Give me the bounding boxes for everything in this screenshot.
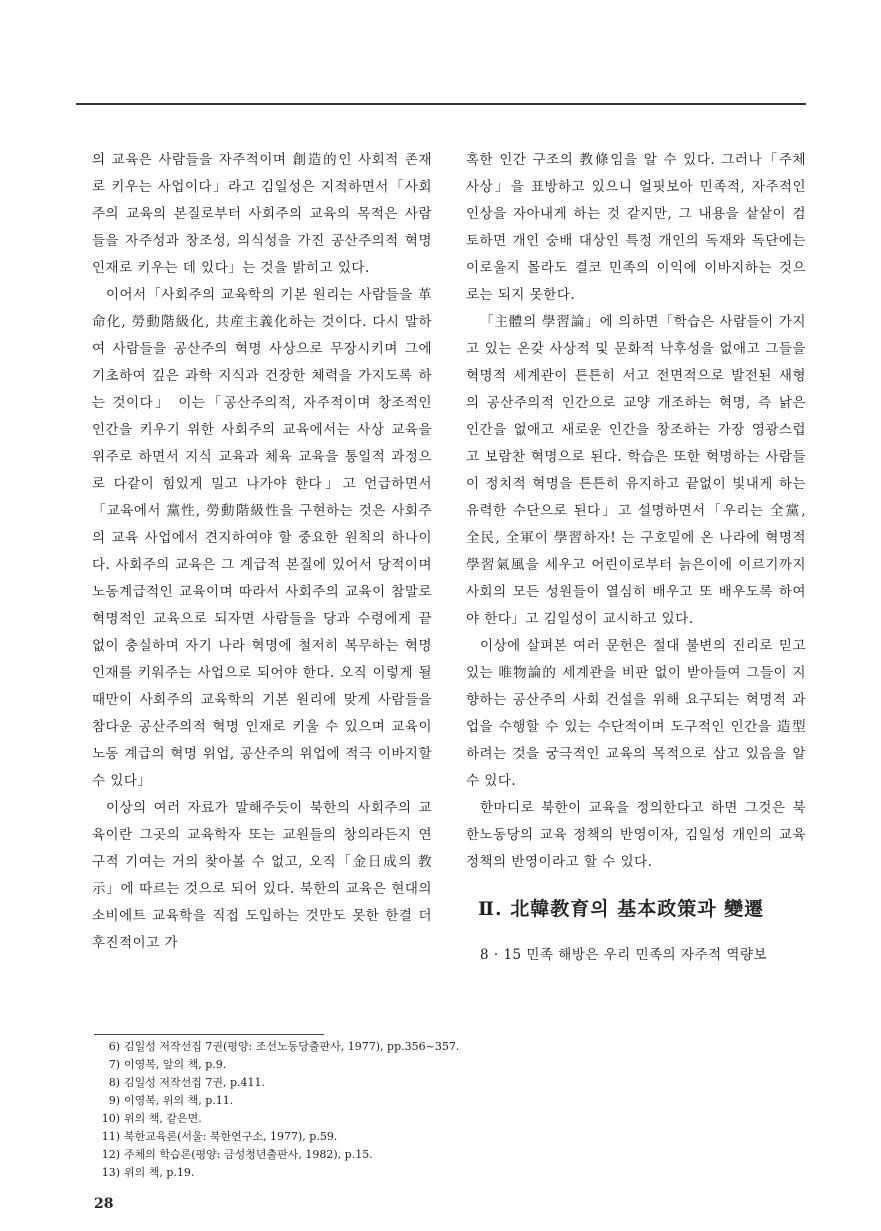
footnote <box>94 1074 814 1092</box>
footnote <box>94 1092 814 1110</box>
footnote-number: 11) <box>101 1130 120 1143</box>
paragraph: 혹한 인간 구조의 教條임을 알 수 있다. 그러나「주체 사상」을 표방하고 있으니 얼핏보아 민족적, 자주적인 인상을 자아내게 하는 것 같지만, 그 내용을 샅샅이 검토하면 개인 숭배 대상인 특정 개인의 독재와 독단에는 이로울지 몰라도 결코 민족의 이익에 이바지하는 것으로는 되지 못한다. <box>466 152 806 303</box>
footnote-text: 위의 책, 같은면. <box>124 1112 202 1125</box>
footnote-number: 6) <box>108 1040 120 1053</box>
right-column <box>466 147 806 969</box>
footnote <box>94 1038 814 1056</box>
footnote-text: 북한교육론(서울: 북한연구소, 1977), p.59. <box>124 1130 338 1143</box>
footnote-number: 10) <box>101 1112 120 1125</box>
footnote-number: 12) <box>101 1148 120 1161</box>
footnote <box>94 1164 814 1182</box>
page-number: 28 <box>94 1196 114 1212</box>
paragraph: 이상의 여러 자료가 말해주듯이 북한의 사회주의 교육이란 그곳의 교육학자 또는 교원들의 창의라든지 연구적 기여는 거의 찾아볼 수 없고, 오직「金日成의 教示」에 따르는 것으로 되어 있다. 북한의 교육은 현대의 소비에트 교육학을 직접 도입하는 것만도 못한 한결 더 후진적이고 가 <box>92 800 432 951</box>
footnote <box>94 1128 814 1146</box>
paragraph: 의 교육은 사람들을 자주적이며 創造的인 사회적 존재로 키우는 사업이다」라고 김일성은 지적하면서「사회주의 교육의 본질로부터 사회주의 교육의 목적은 사람들을 자주성과 창조성, 의식성을 가진 공산주의적 혁명 인재로 키우는 데 있다」는 것을 밝히고 있다. <box>92 152 432 276</box>
footnote-text: 이영복, 앞의 책, p.9. <box>124 1058 227 1071</box>
footnote-number: 7) <box>108 1058 120 1071</box>
footnote-text: 이영복, 위의 책, p.11. <box>124 1094 234 1107</box>
left-column <box>92 147 432 957</box>
footnote <box>94 1146 814 1164</box>
footnote-text: 주체의 학습론(평양: 금성청년출판사, 1982), p.15. <box>124 1148 373 1161</box>
paragraph: 「主體의 學習論」에 의하면「학습은 사람들이 가지고 있는 온갖 사상적 및 문화적 낙후성을 없애고 그들을 혁명적 세계관이 튼튼히 서고 전면적으로 발전된 새형의 공산주의적 인간으로 교양 개조하는 혁명, 즉 낡은 인간을 없애고 새로운 인간을 창조하는 가장 영광스럽고 보람찬 혁명으로 된다. 학습은 또한 혁명하는 사람들이 정치적 혁명을 튼튼히 유지하고 끝없이 빛내게 하는 유력한 수단으로 된다」고 설명하면서「우리는 全黨, 全民, 全軍이 學習하자! 는 구호밑에 온 나라에 혁명적 學習氣風을 세우고 어린이로부터 늙은이에 이르기까지 사회의 모든 성원들이 열심히 배우고 또 배우도록 하여야 한다」고 김일성이 교시하고 있다. <box>466 314 806 627</box>
paragraph: 이상에 살펴본 여러 문헌은 절대 불변의 진리로 믿고 있는 唯物論的 세계관을 비판 없이 받아들여 그들이 지향하는 공산주의 사회 건설을 위해 요구되는 혁명적 과업을 수행할 수 있는 수단적이며 도구적인 인간을 造型하려는 것을 궁극적인 교육의 목적으로 삼고 있음을 알 수 있다. <box>466 638 806 789</box>
section-heading: Ⅱ. 北韓教育의 基本政策과 變遷 <box>478 898 765 920</box>
footnote-rule <box>94 1034 324 1035</box>
footnote <box>94 1110 814 1128</box>
header-rule <box>76 103 806 105</box>
footnotes <box>94 1038 814 1182</box>
footnote-number: 13) <box>101 1166 120 1179</box>
footnote-number: 9) <box>108 1094 120 1107</box>
paragraph: 8 · 15 민족 해방은 우리 민족의 자주적 역량보 <box>480 947 768 963</box>
footnote-number: 8) <box>108 1076 120 1089</box>
footnote <box>94 1056 814 1074</box>
footnote-text: 위의 책, p.19. <box>124 1166 195 1179</box>
paragraph: 한마디로 북한이 교육을 정의한다고 하면 그것은 북한노동당의 교육 정책의 반영이자, 김일성 개인의 교육 정책의 반영이라고 할 수 있다. <box>466 800 806 870</box>
footnote-text: 김일성 저작선집 7권, p.411. <box>124 1076 266 1089</box>
paragraph: 이어서「사회주의 교육학의 기본 원리는 사람들을 革命化, 勞動階級化, 共産主義化하는 것이다. 다시 말하여 사람들을 공산주의 혁명 사상으로 무장시키며 그에 기초하여 깊은 과학 지식과 건장한 체력을 가지도록 하는 것이다」 이는「공산주의적, 자주적이며 창조적인 인간을 키우기 위한 사회주의 교육에서는 사상 교육을 위주로 하면서 지식 교육과 체육 교육을 통일적 과정으로 다같이 힘있게 밀고 나가야 한다」고 언급하면서「교육에서 黨性, 勞動階級性을 구현하는 것은 사회주의 교육 사업에서 견지하여야 할 중요한 원칙의 하나이다. 사회주의 교육은 그 계급적 본질에 있어서 당적이며 노동계급적인 교육이며 따라서 사회주의 교육이 참말로 혁명적인 교육으로 되자면 사람들을 당과 수령에게 끝없이 충실하며 자기 나라 혁명에 철저히 복무하는 혁명 인재를 키워주는 사업으로 되어야 한다. 오직 이렇게 될 때만이 사회주의 교육학의 기본 원리에 맞게 사람들을 참다운 공산주의적 혁명 인재로 키울 수 있으며 교육이 노동 계급의 혁명 위업, 공산주의 위업에 적극 이바지할 수 있다」 <box>92 287 432 789</box>
footnote-text: 김일성 저작선집 7권(평양: 조선노동당출판사, 1977), pp.356~357. <box>124 1040 460 1053</box>
